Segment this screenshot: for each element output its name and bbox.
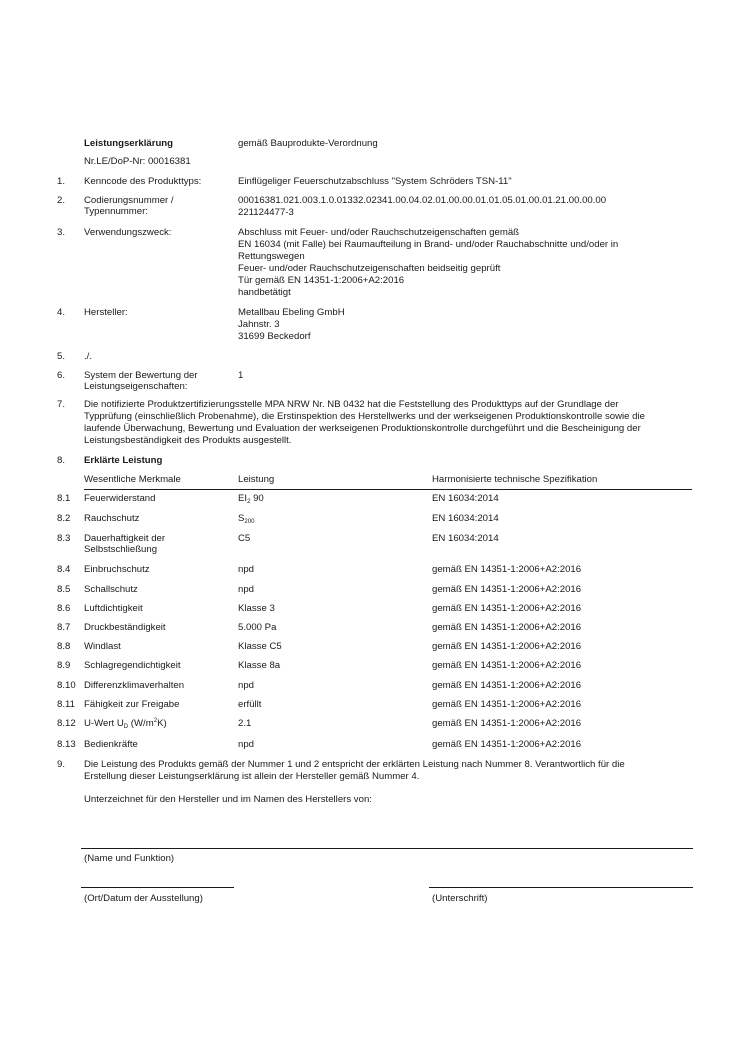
- section-text-line: Die Leistung des Produkts gemäß der Nummer 1 und 2 entspricht der erklärten Leistung nach Nummer 8. Verantwortlich für die: [84, 759, 625, 770]
- row-merkmal: Feuerwiderstand: [84, 493, 156, 504]
- row-number: 8.7: [57, 622, 71, 633]
- section-text-line: Die notifizierte Produktzertifizierungsstelle MPA NRW Nr. NB 0432 hat die Feststellung des Produkttyps auf der Grundlage der: [84, 399, 619, 410]
- row-leistung: npd: [238, 584, 255, 595]
- section-value-line: Feuer- und/oder Rauchschutzeigenschaften beidseitig geprüft: [238, 263, 501, 274]
- row-spec: gemäß EN 14351-1:2006+A2:2016: [432, 680, 582, 691]
- row-spec: EN 16034:2014: [432, 493, 499, 504]
- row-spec: gemäß EN 14351-1:2006+A2:2016: [432, 739, 582, 750]
- row-spec: gemäß EN 14351-1:2006+A2:2016: [432, 622, 582, 633]
- row-leistung: 5.000 Pa: [238, 622, 277, 633]
- place-date-line: [81, 887, 234, 888]
- row-number: 8.9: [57, 660, 71, 671]
- section-title: Erklärte Leistung: [84, 455, 163, 466]
- row-spec: gemäß EN 14351-1:2006+A2:2016: [432, 718, 582, 729]
- section-text-line: Erstellung dieser Leistungserklärung ist allein der Hersteller gemäß Nummer 4.: [84, 771, 420, 782]
- place-date-label: (Ort/Datum der Ausstellung): [84, 893, 203, 904]
- row-number: 8.4: [57, 564, 71, 575]
- table-header-leistung: Leistung: [238, 474, 275, 485]
- row-merkmal: Rauchschutz: [84, 513, 140, 524]
- section-value-line: 00016381.021.003.1.0.01332.02341.00.04.02.01.00.00.01.01.05.01.00.01.21.00.00.00: [238, 195, 607, 206]
- row-spec: gemäß EN 14351-1:2006+A2:2016: [432, 660, 582, 671]
- row-merkmal: U-Wert $U_D$ $(W/m^2K)$: [84, 718, 167, 730]
- section-label: Kenncode des Produkttyps:: [84, 176, 202, 187]
- section-label: Codierungsnummer / Typennummer:: [84, 195, 174, 218]
- section-number: 2.: [57, 195, 66, 206]
- row-leistung: erfüllt: [238, 699, 262, 710]
- section-number: 9.: [57, 759, 66, 770]
- row-number: 8.6: [57, 603, 71, 614]
- row-leistung: $S_{200}$: [238, 513, 255, 525]
- section-text-line: laufende Überwachung, Bewertung und Evaluation der werkseigenen Produktionskontrolle durchgeführt und die Bescheinigung der: [84, 423, 641, 434]
- table-header-merkmal: Wesentliche Merkmale: [84, 474, 181, 485]
- signature-line: [429, 887, 693, 888]
- row-number: 8.12: [57, 718, 76, 729]
- row-spec: EN 16034:2014: [432, 513, 499, 524]
- signature-label: (Unterschrift): [432, 893, 488, 904]
- section-value-line: Abschluss mit Feuer- und/oder Rauchschutzeigenschaften gemäß: [238, 227, 520, 238]
- row-spec: gemäß EN 14351-1:2006+A2:2016: [432, 603, 582, 614]
- section-value: Einflügeliger Feuerschutzabschluss "System Schröders TSN-11": [238, 176, 512, 187]
- row-number: 8.10: [57, 680, 76, 691]
- section-label: System der Bewertung der Leistungseigenschaften:: [84, 370, 198, 393]
- table-header-divider: [84, 489, 692, 490]
- section-number: 3.: [57, 227, 66, 238]
- section-number: 8.: [57, 455, 66, 466]
- row-leistung: npd: [238, 680, 255, 691]
- row-leistung: 2.1: [238, 718, 252, 729]
- section-number: 5.: [57, 351, 66, 362]
- row-merkmal: Bedienkräfte: [84, 739, 138, 750]
- row-spec: gemäß EN 14351-1:2006+A2:2016: [432, 699, 582, 710]
- section-label: Hersteller:: [84, 307, 128, 318]
- row-merkmal: Windlast: [84, 641, 121, 652]
- name-function-label: (Name und Funktion): [84, 853, 175, 864]
- document-subtitle: gemäß Bauprodukte-Verordnung: [238, 138, 378, 149]
- name-signature-line: [81, 848, 693, 849]
- section-value-line: 221124477-3: [238, 207, 294, 218]
- row-spec: gemäß EN 14351-1:2006+A2:2016: [432, 584, 582, 595]
- row-merkmal: Luftdichtigkeit: [84, 603, 143, 614]
- row-leistung: Klasse C5: [238, 641, 282, 652]
- row-merkmal: Schlagregendichtigkeit: [84, 660, 181, 671]
- row-number: 8.1: [57, 493, 71, 504]
- row-number: 8.3: [57, 533, 71, 544]
- signature-intro: Unterzeichnet für den Hersteller und im Namen des Herstellers von:: [84, 794, 372, 805]
- section-label: ./.: [84, 351, 92, 362]
- section-text-line: Leistungsbeständigkeit des Produkts ausgestellt.: [84, 435, 292, 446]
- section-number: 1.: [57, 176, 66, 187]
- row-number: 8.8: [57, 641, 71, 652]
- section-value-line: Rettungswegen: [238, 251, 305, 262]
- section-value: 1: [238, 370, 244, 381]
- row-merkmal: Schallschutz: [84, 584, 138, 595]
- section-value-line: Tür gemäß EN 14351-1:2006+A2:2016: [238, 275, 405, 286]
- manufacturer-name: Metallbau Ebeling GmbH: [238, 307, 345, 318]
- row-leistung: Klasse 8a: [238, 660, 281, 671]
- row-merkmal: Einbruchschutz: [84, 564, 150, 575]
- section-number: 4.: [57, 307, 66, 318]
- section-label: Verwendungszweck:: [84, 227, 172, 238]
- section-number: 6.: [57, 370, 66, 381]
- table-header-spec: Harmonisierte technische Spezifikation: [432, 474, 598, 485]
- section-text-line: Typprüfung (einschließlich Probenahme), die Erstinspektion des Herstellwerks und der werkseigenen Produktionskontrolle sowie die: [84, 411, 645, 422]
- row-number: 8.2: [57, 513, 71, 524]
- section-number: 7.: [57, 399, 66, 410]
- manufacturer-city: 31699 Beckedorf: [238, 331, 311, 342]
- section-value-line: EN 16034 (mit Falle) bei Raumaufteilung in Brand- und/oder Rauchabschnitte und/oder in: [238, 239, 619, 250]
- row-merkmal: Druckbeständigkeit: [84, 622, 166, 633]
- row-leistung: $EI_2$ 90: [238, 493, 264, 505]
- row-leistung: npd: [238, 739, 255, 750]
- section-value-line: handbetätigt: [238, 287, 291, 298]
- document-number: Nr.LE/DoP-Nr: 00016381: [84, 156, 191, 167]
- row-merkmal: Fähigkeit zur Freigabe: [84, 699, 180, 710]
- row-leistung: Klasse 3: [238, 603, 275, 614]
- row-number: 8.13: [57, 739, 76, 750]
- row-leistung: npd: [238, 564, 255, 575]
- row-number: 8.5: [57, 584, 71, 595]
- row-merkmal: Dauerhaftigkeit der Selbstschließung: [84, 533, 166, 556]
- row-spec: gemäß EN 14351-1:2006+A2:2016: [432, 564, 582, 575]
- row-merkmal: Differenzklimaverhalten: [84, 680, 185, 691]
- manufacturer-street: Jahnstr. 3: [238, 319, 280, 330]
- document-title: Leistungserklärung: [84, 138, 174, 149]
- row-leistung: C5: [238, 533, 251, 544]
- row-number: 8.11: [57, 699, 75, 710]
- row-spec: gemäß EN 14351-1:2006+A2:2016: [432, 641, 582, 652]
- row-spec: EN 16034:2014: [432, 533, 499, 544]
